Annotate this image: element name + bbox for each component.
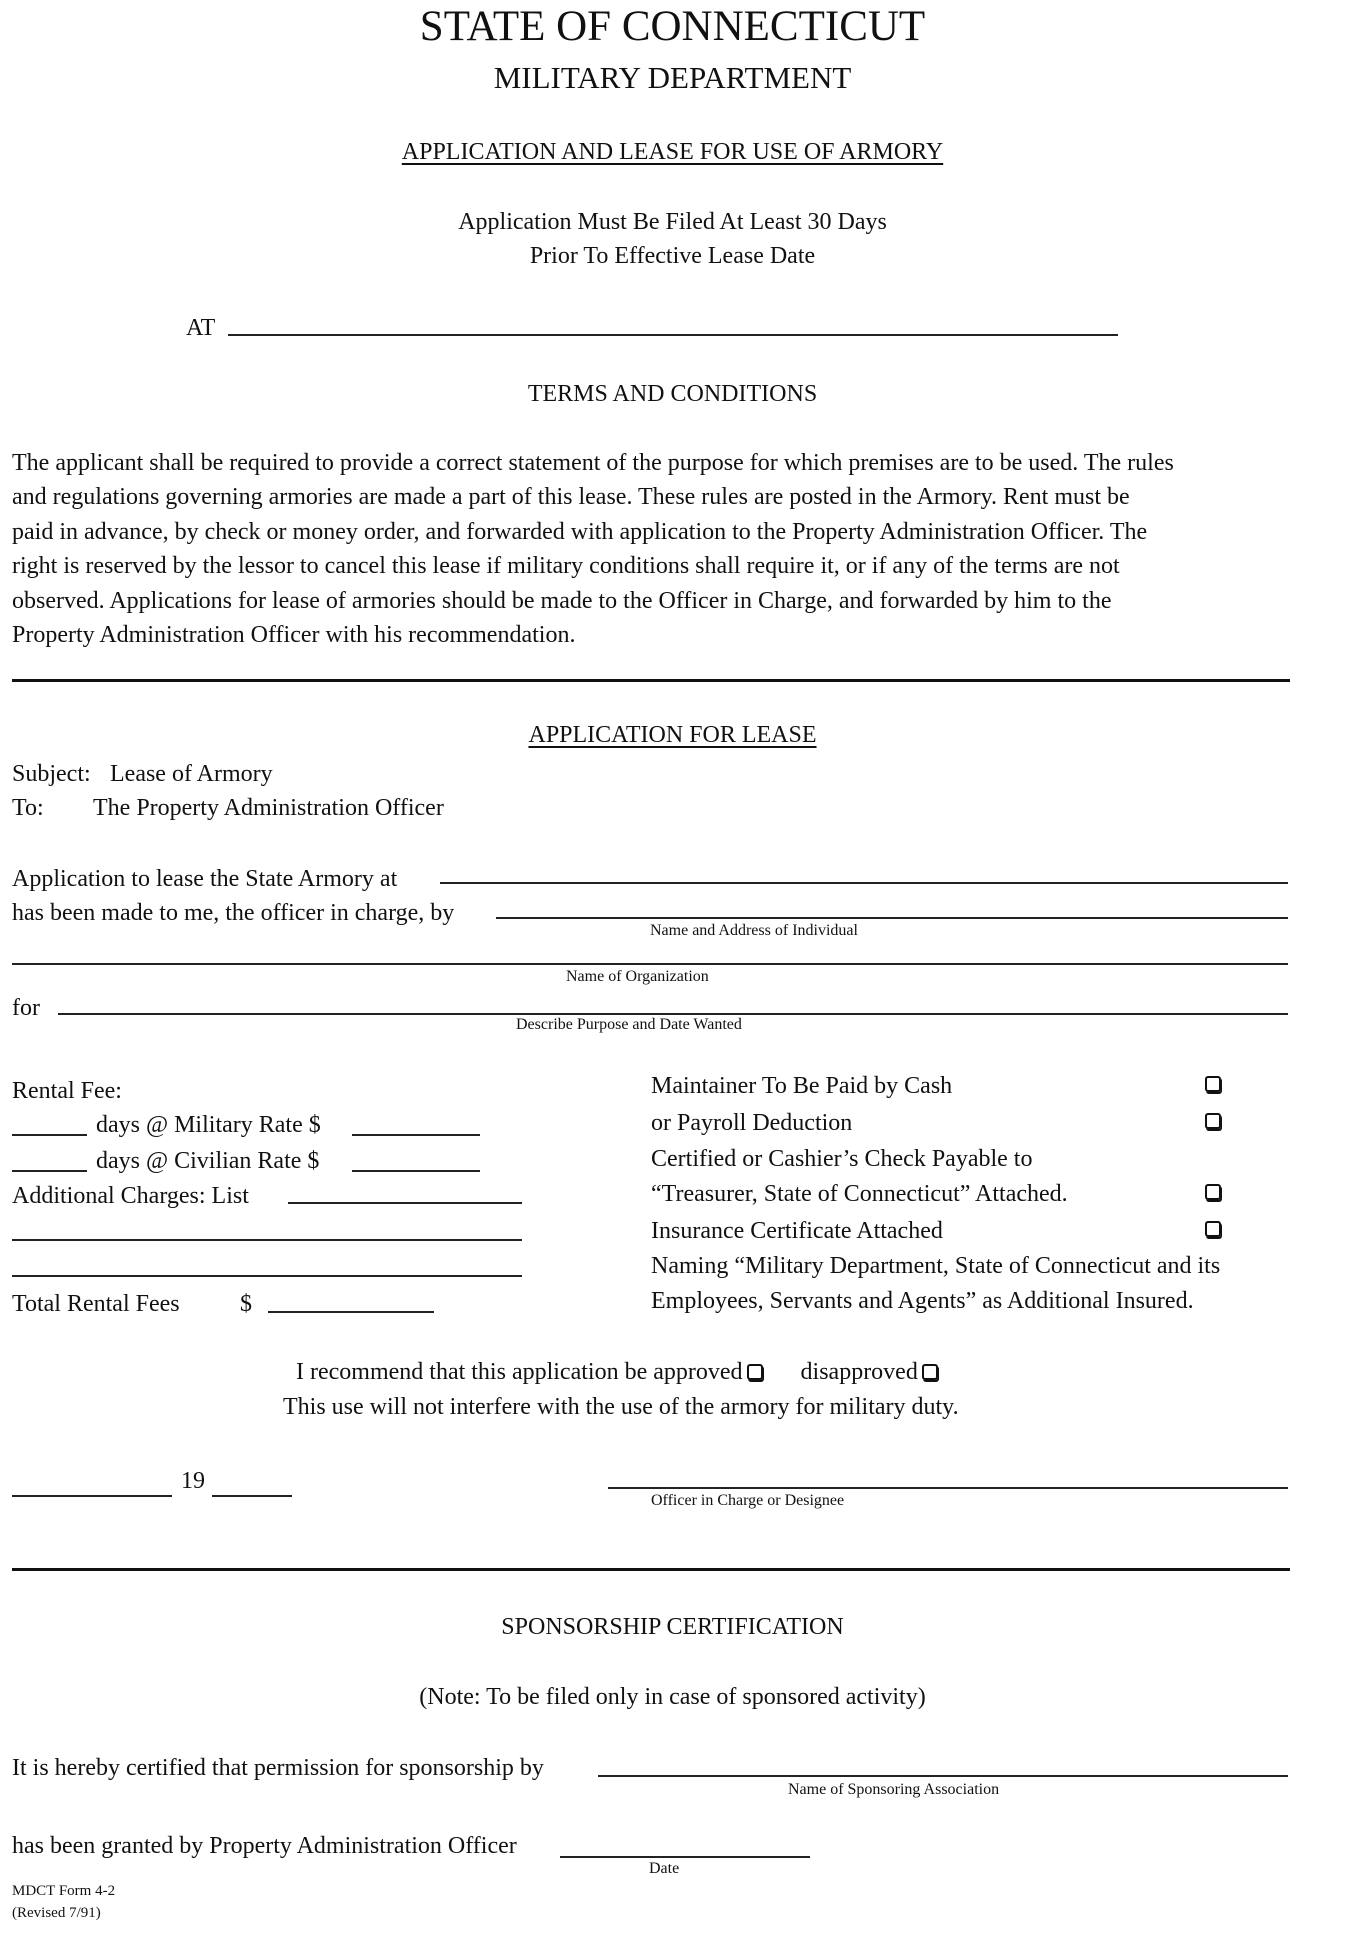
- terms-line: and regulations governing armories are made a part of this lease. These rules are posted in the Armory. Rent must be: [12, 484, 1130, 511]
- additional-charges-field-3[interactable]: [12, 1275, 522, 1277]
- subject-label: Subject:: [12, 761, 91, 787]
- section-divider: [12, 1568, 1290, 1571]
- additional-charges-label: Additional Charges: List: [12, 1183, 249, 1209]
- at-label: AT: [186, 315, 216, 341]
- no-interference-statement: This use will not interfere with the use of the armory for military duty.: [283, 1394, 959, 1420]
- department-title: MILITARY DEPARTMENT: [493, 60, 852, 95]
- terms-heading: TERMS AND CONDITIONS: [527, 381, 818, 407]
- sponsoring-association-caption: Name of Sponsoring Association: [788, 1781, 1000, 1798]
- organization-field[interactable]: [12, 963, 1288, 965]
- terms-line: Property Administration Officer with his recommendation.: [12, 622, 576, 649]
- military-rate-field[interactable]: [352, 1134, 480, 1136]
- at-armory-field[interactable]: [228, 334, 1118, 336]
- made-by-label: has been made to me, the officer in charge, by: [12, 900, 455, 926]
- filing-notice-line2: Prior To Effective Lease Date: [529, 243, 816, 269]
- lease-at-label: Application to lease the State Armory at: [12, 866, 398, 892]
- terms-line: right is reserved by the lessor to cancel this lease if military conditions shall require it, or if any of the terms are not: [12, 553, 1120, 580]
- certified-check-label: Certified or Cashier’s Check Payable to: [651, 1146, 1033, 1172]
- approved-checkbox[interactable]: [747, 1364, 763, 1380]
- additional-charges-field-2[interactable]: [12, 1239, 522, 1241]
- granted-by-label: has been granted by Property Administration Officer: [12, 1833, 517, 1859]
- section-divider: [12, 679, 1290, 682]
- treasurer-check-checkbox[interactable]: [1205, 1184, 1221, 1200]
- revision-date: (Revised 7/91): [12, 1905, 101, 1921]
- purpose-date-field[interactable]: [58, 1013, 1288, 1015]
- total-rental-fees-field[interactable]: [268, 1311, 434, 1313]
- military-rate-label: days @ Military Rate $: [96, 1112, 321, 1138]
- additional-charges-field-1[interactable]: [288, 1202, 522, 1204]
- armory-location-field[interactable]: [440, 882, 1288, 884]
- disapproved-label: disapproved: [800, 1359, 918, 1385]
- filing-notice-line1: Application Must Be Filed At Least 30 Days: [458, 209, 887, 235]
- subject-value: Lease of Armory: [110, 761, 273, 787]
- form-title: APPLICATION AND LEASE FOR USE OF ARMORY: [401, 139, 944, 165]
- form-number: MDCT Form 4-2: [12, 1883, 116, 1899]
- to-label: To:: [12, 795, 44, 821]
- for-label: for: [12, 995, 40, 1021]
- payroll-deduction-checkbox[interactable]: [1205, 1113, 1221, 1129]
- terms-line: The applicant shall be required to provide a correct statement of the purpose for which premises are to be used. The rules: [12, 450, 1174, 476]
- recommendation-line: [296, 1359, 938, 1386]
- grant-date-field[interactable]: [560, 1856, 810, 1858]
- terms-line: observed. Applications for lease of armories should be made to the Officer in Charge, and forwarded by him to the: [12, 587, 1112, 614]
- sponsoring-association-field[interactable]: [598, 1775, 1288, 1777]
- application-heading: APPLICATION FOR LEASE: [528, 722, 817, 748]
- state-title: STATE OF CONNECTICUT: [419, 3, 926, 50]
- civilian-rate-field[interactable]: [352, 1170, 480, 1172]
- rental-fee-label: Rental Fee:: [12, 1078, 122, 1104]
- civilian-rate-label: days @ Civilian Rate $: [96, 1148, 320, 1174]
- individual-name-address-field[interactable]: [496, 917, 1288, 919]
- naming-insured-line2: Employees, Servants and Agents” as Additional Insured.: [651, 1288, 1194, 1314]
- treasurer-attached-label: “Treasurer, State of Connecticut” Attached.: [651, 1181, 1068, 1207]
- maintainer-cash-checkbox[interactable]: [1205, 1076, 1221, 1092]
- civilian-days-field[interactable]: [12, 1170, 87, 1172]
- maintainer-cash-label: Maintainer To Be Paid by Cash: [651, 1073, 953, 1099]
- total-rental-fees-label: Total Rental Fees: [12, 1291, 180, 1317]
- officer-caption: Officer in Charge or Designee: [651, 1492, 845, 1509]
- date-caption: Date: [649, 1860, 680, 1877]
- to-value: The Property Administration Officer: [93, 795, 444, 821]
- military-days-field[interactable]: [12, 1134, 87, 1136]
- organization-caption: Name of Organization: [566, 968, 709, 985]
- sponsorship-note: (Note: To be filed only in case of sponsored activity): [419, 1684, 926, 1710]
- recommend-approved-label: I recommend that this application be approved: [296, 1359, 743, 1385]
- year-prefix: 19: [181, 1468, 205, 1494]
- name-address-caption: Name and Address of Individual: [650, 922, 858, 939]
- insurance-certificate-checkbox[interactable]: [1205, 1221, 1221, 1237]
- terms-paragraph: [12, 446, 1287, 652]
- purpose-caption: Describe Purpose and Date Wanted: [516, 1016, 742, 1033]
- total-currency-symbol: $: [240, 1291, 252, 1317]
- sponsorship-certified-label: It is hereby certified that permission for sponsorship by: [12, 1755, 544, 1781]
- sponsorship-heading: SPONSORSHIP CERTIFICATION: [501, 1614, 844, 1640]
- recommendation-year-field[interactable]: [212, 1495, 292, 1497]
- insurance-certificate-label: Insurance Certificate Attached: [651, 1218, 943, 1244]
- terms-line: paid in advance, by check or money order, and forwarded with application to the Property Administration Officer. The: [12, 518, 1148, 545]
- officer-signature-field[interactable]: [608, 1487, 1288, 1489]
- recommendation-date-field[interactable]: [12, 1495, 172, 1497]
- payroll-deduction-label: or Payroll Deduction: [651, 1110, 853, 1136]
- naming-insured-line1: Naming “Military Department, State of Connecticut and its: [651, 1253, 1221, 1279]
- disapproved-checkbox[interactable]: [922, 1364, 938, 1380]
